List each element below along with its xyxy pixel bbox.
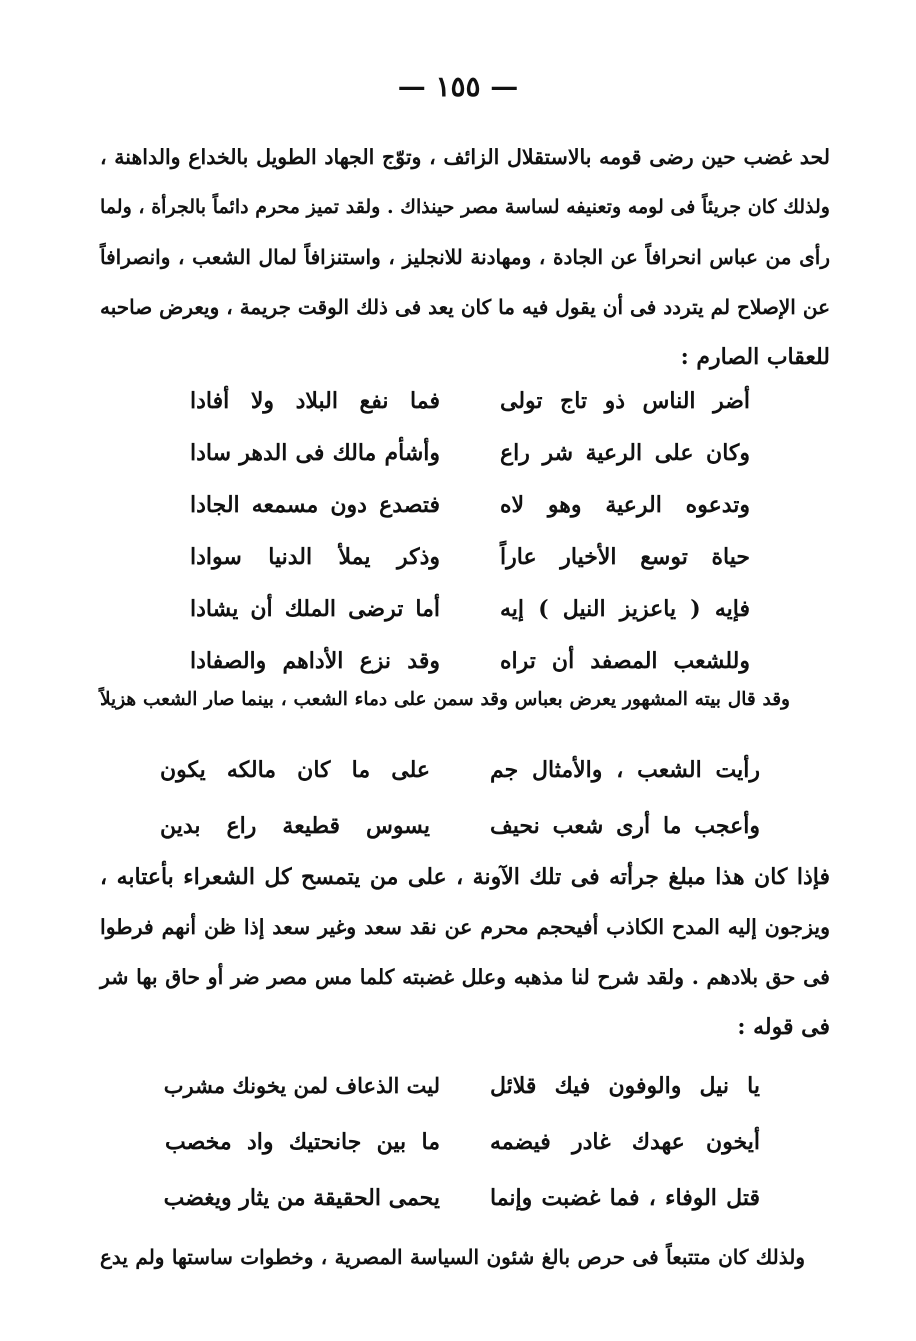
text-line: ولذلك كان جريئاً فى لومه وتعنيفه لساسة مصر حينذاك . ولقد تميز محرم دائماً بالجرأة ، ولما [100,196,830,218]
text-line: فى حق بلادهم . ولقد شرح لنا مذهبه وعلل غضبته كلما مس مصر ضر أو حاق بها شر [100,965,830,989]
verse-first-hemistich: أضر الناس ذو تاج تولى [500,388,750,414]
paragraph-4 [100,1232,805,1282]
verse-first-hemistich: حياة توسع الأخيار عاراً [500,544,750,570]
verse-second-hemistich: وذكر يملأ الدنيا سوادا [190,544,440,570]
text-line: ويزجون إليه المدح الكاذب أفيحجم محرم عن نقد سعد وغير سعد إذا ظن أنهم فرطوا [100,915,830,939]
verse [160,798,760,854]
verse-second-hemistich: وأشأم مالك فى الدهر سادا [190,440,440,466]
verse-first-hemistich: وللشعب المصفد أن تراه [500,648,750,674]
text-line: فى قوله : [737,1014,830,1040]
verse-second-hemistich: أما ترضى الملك أن يشادا [190,596,440,622]
text-line: لحد غضب حين رضى قومه بالاستقلال الزائف ، وتوّج الجهاد الطويل بالخداع والداهنة ، [100,145,830,169]
text-line: رأى من عباس انحرافاً عن الجادة ، ومهادنة للانجليز ، واستنزافاً لمال الشعب ، وانصرافاً [100,245,830,269]
verse-second-hemistich: فتصدع دون مسمعه الجادا [190,492,440,518]
text-line: فإذا كان هذا مبلغ جرأته فى تلك الآونة ، على من يتمسح كل الشعراء بأعتابه ، [100,864,830,890]
verse [160,742,760,798]
verse [190,375,750,427]
verse-first-hemistich: رأيت الشعب ، والأمثال جم [490,757,760,783]
paragraph-3 [100,852,830,1052]
poem-3 [165,1058,760,1226]
verse [190,583,750,635]
text-line: ولذلك كان متتبعاً فى حرص بالغ شئون السياسة المصرية ، وخطوات ساستها ولم يدع [100,1245,805,1269]
verse-second-hemistich: وقد نزع الأداهم والصفادا [190,648,440,674]
text-line: عن الإصلاح لم يتردد فى أن يقول فيه ما كان يعد فى ذلك الوقت جريمة ، ويعرض صاحبه [100,295,830,319]
verse-first-hemistich: وتدعوه الرعية وهو لاه [500,492,750,518]
verse [190,531,750,583]
poem-2 [160,742,760,854]
verse-first-hemistich: قتل الوفاء ، فما غضبت وإنما [490,1185,760,1211]
text-line: للعقاب الصارم : [680,344,830,370]
page-number: — ١٥٥ — [397,70,519,103]
verse-first-hemistich: وكان على الرعية شر راع [500,440,750,466]
verse [190,479,750,531]
poem-1 [190,375,750,687]
verse-first-hemistich: وأعجب ما أرى شعب نحيف [490,813,760,839]
verse-first-hemistich: أيخون عهدك غادر فيضمه [490,1129,760,1155]
verse-second-hemistich: ما بين جانحتيك واد مخصب [165,1129,440,1155]
verse-first-hemistich: يا نيل والوفون فيك قلائل [490,1073,760,1099]
verse-second-hemistich: يحمى الحقيقة من يثار ويغضب [163,1185,440,1211]
verse-second-hemistich: ليت الذعاف لمن يخونك مشرب [163,1073,440,1098]
verse [190,427,750,479]
text-line: وقد قال بيته المشهور يعرض بعباس وقد سمن على دماء الشعب ، بينما صار الشعب هزيلاً [100,689,790,710]
paragraph-2 [100,675,790,725]
verse [165,1058,760,1114]
verse-second-hemistich: فما نفع البلاد ولا أفادا [190,388,440,414]
verse-second-hemistich: على ما كان مالكه يكون [160,757,430,783]
verse-second-hemistich: يسوس قطيعة راع بدين [160,813,430,839]
verse [165,1114,760,1170]
verse-first-hemistich: فإيه ( ياعزيز النيل ) إيه [500,596,750,622]
paragraph-1 [100,132,830,382]
verse [165,1170,760,1226]
